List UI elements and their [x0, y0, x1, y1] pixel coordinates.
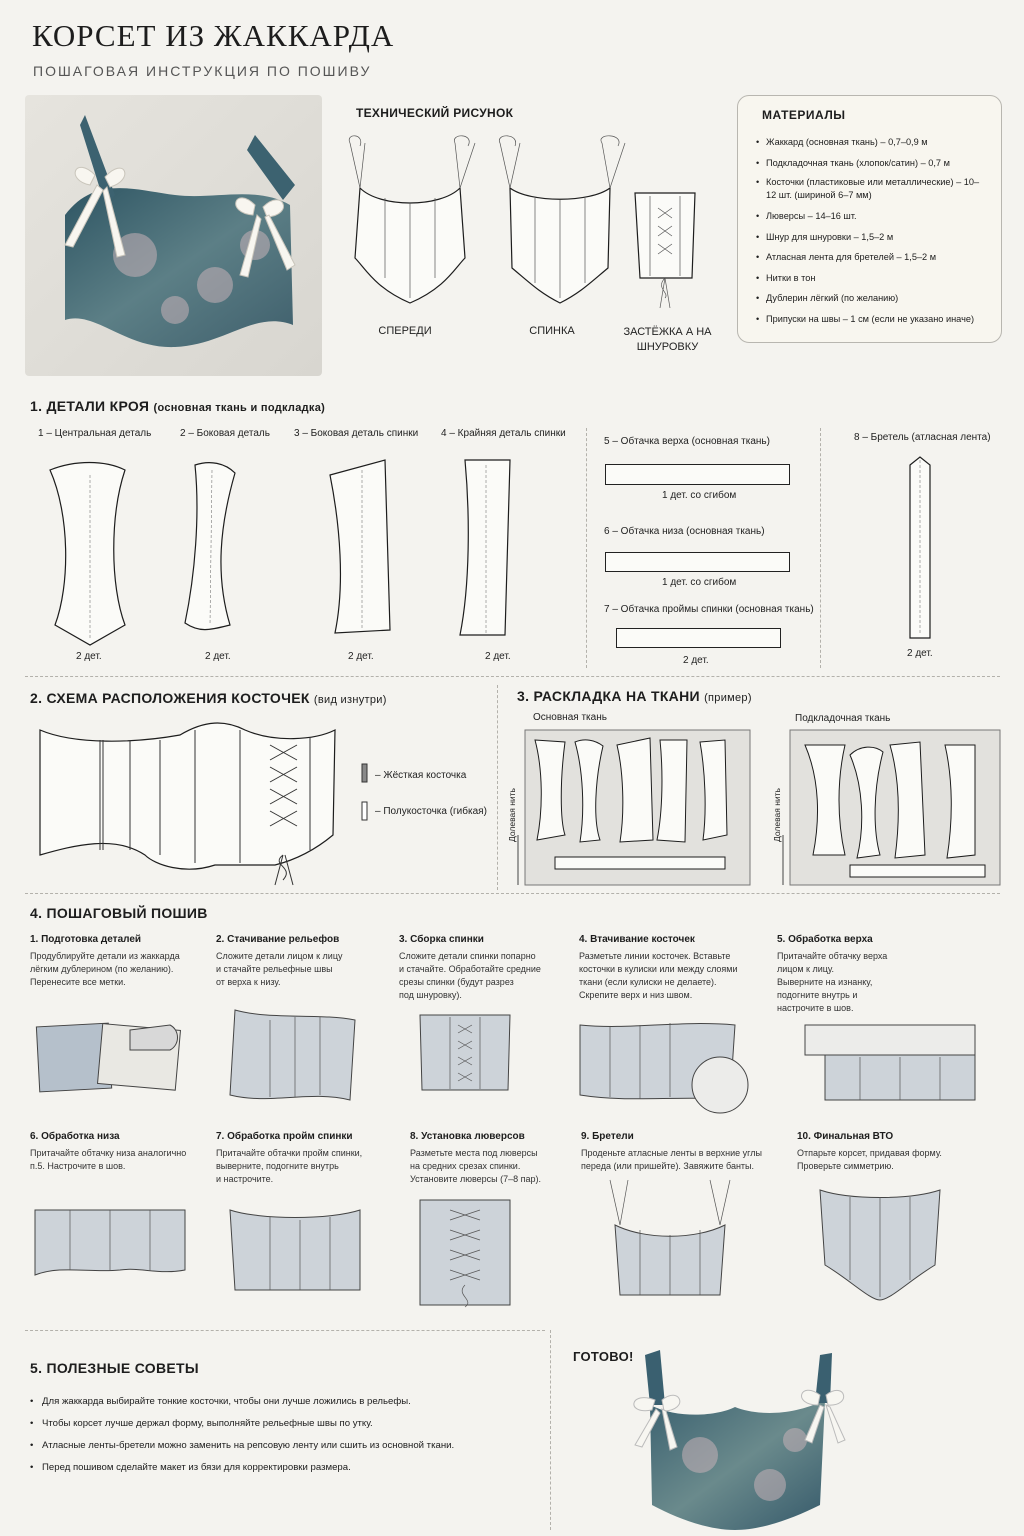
step-3-text: под шнуровку). — [399, 990, 462, 1000]
step-9 — [581, 1131, 781, 1173]
step-1-title: 1. Подготовка деталей — [30, 934, 142, 945]
step-3-text: срезы спинки (будут разрез — [399, 977, 514, 987]
section2-title — [30, 690, 387, 706]
piece-count-3: 2 дет. — [348, 651, 374, 662]
strap-piece — [905, 455, 935, 640]
step-5-text: лицом к лицу. — [777, 964, 834, 974]
step-2-title: 2. Стачивание рельефов — [216, 934, 340, 945]
legend-soft-bone: – Полукосточка (гибкая) — [375, 806, 487, 817]
step-5-title: 5. Обработка верха — [777, 934, 873, 945]
material-item: • Припуски на швы – 1 см (если не указано иначе) — [758, 309, 987, 330]
step-8-text: на средних срезах спинки. — [410, 1161, 521, 1171]
section-divider — [25, 676, 1000, 677]
step-1 — [30, 934, 200, 989]
tip-item: • Для жаккарда выбирайте тонкие косточки, чтобы они лучше ложились в рельефы. — [30, 1395, 530, 1409]
facing-piece-6 — [605, 552, 790, 572]
legend-hard-bone: – Жёсткая косточка — [375, 770, 467, 781]
section3-title-text: 3. РАСКЛАДКА НА ТКАНИ — [517, 688, 700, 704]
step-3 — [399, 934, 569, 1002]
facing-label-5: 5 – Обтачка верха (основная ткань) — [604, 436, 770, 447]
strap-count: 2 дет. — [907, 648, 933, 659]
section-divider — [550, 1330, 551, 1530]
piece-label-4: 4 – Крайняя деталь спинки — [441, 428, 566, 439]
piece-count-1: 2 дет. — [76, 651, 102, 662]
facing-label-7: 7 – Обтачка проймы спинки (основная ткань) — [604, 604, 814, 615]
step-5 — [777, 934, 947, 1015]
step-7-title: 7. Обработка пройм спинки — [216, 1131, 353, 1142]
facing-piece-5 — [605, 464, 790, 485]
step-7-text: выверните, подогните внутрь — [216, 1161, 339, 1171]
step-4-text: ткани (если кулиски не делаете). — [579, 977, 717, 987]
grain-label-main: Долевая нить — [506, 788, 517, 842]
step-5-text: настрочите в шов. — [777, 1003, 854, 1013]
layout-lining-label: Подкладочная ткань — [795, 713, 891, 724]
step-10-text: Отпарьте корсет, придавая форму. — [797, 1148, 942, 1158]
grain-label-lining: Долевая нить — [771, 788, 782, 842]
step-1-text: Перенесите все метки. — [30, 977, 126, 987]
materials-box — [737, 95, 1002, 343]
step-5-text: Выверните на изнанку, — [777, 977, 873, 987]
section2-title-text: 2. СХЕМА РАСПОЛОЖЕНИЯ КОСТОЧЕК — [30, 690, 310, 706]
tech-lacing-label: ЗАСТЁЖКА А НА ШНУРОВКУ — [623, 326, 712, 353]
step-4 — [579, 934, 764, 1002]
step-2-text: Сложите детали лицом к лицу — [216, 951, 343, 961]
step-1-text: Продублируйте детали из жаккарда — [30, 951, 180, 961]
step-5-text: Притачайте обтачку верха — [777, 951, 888, 961]
tip-item: • Чтобы корсет лучше держал форму, выполняйте рельефные швы по утку. — [30, 1417, 530, 1431]
corset-photo-image — [25, 95, 322, 376]
tech-front-label: СПЕРЕДИ — [378, 325, 432, 337]
step-4-text: Разметьте линии косточек. Вставьте — [579, 951, 731, 961]
step-2 — [216, 934, 386, 989]
tech-back-label: СПИНКА — [529, 325, 575, 337]
step-5-text: подогните внутрь и — [777, 990, 858, 1000]
piece-label-1: 1 – Центральная деталь — [38, 428, 152, 439]
section1-divider — [586, 428, 587, 668]
piece-label-3: 3 – Боковая деталь спинки — [294, 428, 419, 439]
section2-subtitle: (вид изнутри) — [313, 694, 387, 706]
step-4-text: косточки в кулиски или между слоями — [579, 964, 738, 974]
material-item: • Люверсы – 14–16 шт. — [758, 206, 987, 227]
material-item: • Подкладочная ткань (хлопок/сатин) – 0,7 м — [758, 153, 987, 174]
material-item: • Нитки в тон — [758, 268, 987, 289]
section1-title-text: 1. ДЕТАЛИ КРОЯ — [30, 398, 150, 414]
step-8-title: 8. Установка люверсов — [410, 1131, 525, 1142]
step-1-text: лёгким дублерином (по желанию). — [30, 964, 174, 974]
section5-title: 5. ПОЛЕЗНЫЕ СОВЕТЫ — [30, 1360, 199, 1376]
section-divider — [25, 893, 1000, 894]
section1-divider — [820, 428, 821, 668]
boning-legend-marks — [360, 764, 370, 824]
step-3-title: 3. Сборка спинки — [399, 934, 484, 945]
step-8-text: Установите люверсы (7–8 пар). — [410, 1174, 542, 1184]
layout-main-label: Основная ткань — [533, 712, 607, 723]
section1-subtitle: (основная ткань и подкладка) — [153, 402, 326, 414]
page-subtitle: ПОШАГОВАЯ ИНСТРУКЦИЯ ПО ПОШИВУ — [33, 63, 372, 79]
section3-subtitle: (пример) — [704, 692, 752, 704]
facing-label-6: 6 – Обтачка низа (основная ткань) — [604, 526, 765, 537]
step-3-text: и стачайте. Обработайте средние — [399, 964, 541, 974]
step-10-title: 10. Финальная ВТО — [797, 1131, 894, 1142]
step-2-text: от верха к низу. — [216, 977, 281, 987]
boning-scheme-drawing — [35, 715, 340, 885]
material-item: • Жаккард (основная ткань) – 0,7–0,9 м — [758, 132, 987, 153]
facing-count-7: 2 дет. — [683, 655, 709, 666]
step-2-text: и стачайте рельефные швы — [216, 964, 333, 974]
step-6-title: 6. Обработка низа — [30, 1131, 120, 1142]
step-4-text: Скрепите верх и низ швом. — [579, 990, 693, 1000]
material-item: • Шнур для шнуровки – 1,5–2 м — [758, 227, 987, 248]
fabric-layout-drawing — [515, 730, 1005, 890]
step-9-text: Проденьте атласные ленты в верхние углы — [581, 1148, 762, 1158]
steps-row2-illustrations — [30, 1175, 1010, 1310]
step-9-text: переда (или пришейте). Завяжите банты. — [581, 1161, 755, 1171]
section-divider — [25, 1330, 545, 1331]
section1-title — [30, 398, 325, 414]
section4-title: 4. ПОШАГОВЫЙ ПОШИВ — [30, 905, 208, 921]
material-item: • Дублерин лёгкий (по желанию) — [758, 288, 987, 309]
tech-drawings — [340, 128, 730, 328]
step-4-title: 4. Втачивание косточек — [579, 934, 695, 945]
material-item: • Косточки (пластиковые или металлические) – 10–12 шт. (шириной 6–7 мм) — [758, 173, 987, 206]
done-label: ГОТОВО! — [573, 1349, 634, 1364]
page-title: КОРСЕТ ИЗ ЖАККАРДА — [32, 18, 395, 53]
step-6 — [30, 1131, 210, 1173]
step-10-text: Проверьте симметрию. — [797, 1161, 894, 1171]
piece-label-2: 2 – Боковая деталь — [180, 428, 270, 439]
step-7-text: Притачайте обтачки пройм спинки, — [216, 1148, 363, 1158]
facing-count-5: 1 дет. со сгибом — [662, 490, 737, 501]
piece-count-4: 2 дет. — [485, 651, 511, 662]
facing-piece-7 — [616, 628, 781, 648]
materials-title: МАТЕРИАЛЫ — [762, 108, 846, 122]
pattern-pieces-drawing — [40, 455, 530, 650]
step-10 — [797, 1131, 967, 1173]
tip-item: • Атласные ленты-бретели можно заменить на репсовую ленту или сшить из основной ткани. — [30, 1439, 530, 1453]
step-6-text: Притачайте обтачку низа аналогично — [30, 1148, 187, 1158]
step-8-text: Разметьте места под люверсы — [410, 1148, 538, 1158]
finished-corset-image — [620, 1345, 850, 1530]
tip-item: • Перед пошивом сделайте макет из бязи для корректировки размера. — [30, 1461, 530, 1475]
material-item: • Атласная лента для бретелей – 1,5–2 м — [758, 247, 987, 268]
strap-label: 8 – Бретель (атласная лента) — [854, 432, 991, 443]
step-7-text: и настрочите. — [216, 1174, 274, 1184]
section-divider — [497, 685, 498, 890]
hero-corset-photo — [25, 95, 322, 376]
section3-title — [517, 688, 752, 704]
piece-count-2: 2 дет. — [205, 651, 231, 662]
step-9-title: 9. Бретели — [581, 1131, 634, 1142]
step-6-text: п.5. Настрочите в шов. — [30, 1161, 126, 1171]
steps-row1-illustrations — [30, 1005, 1010, 1115]
facing-count-6: 1 дет. со сгибом — [662, 577, 737, 588]
tips-list — [30, 1395, 530, 1483]
tech-drawing-title: ТЕХНИЧЕСКИЙ РИСУНОК — [356, 106, 514, 120]
step-3-text: Сложите детали спинки попарно — [399, 951, 536, 961]
